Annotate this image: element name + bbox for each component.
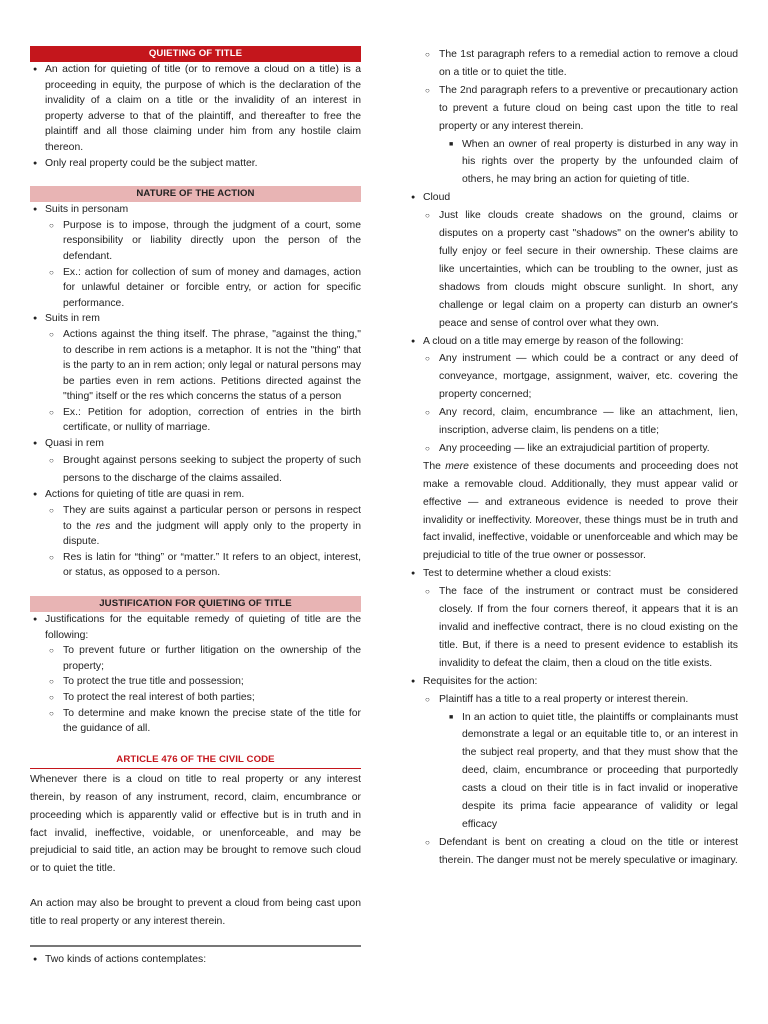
list-item: ● Quasi in rem ○ Brought against persons seeking to subject the property of such persons to the discharge of the claims assailed.: [30, 436, 361, 487]
sub-list: [409, 691, 738, 870]
section-header-nature-of-action: NATURE OF THE ACTION: [30, 186, 361, 202]
list-item: ○ Plaintiff has a title to a real property or interest therein. ■ In an action to quiet title, the plaintiffs or complainants must demonstrate a legal or an equitable title to, or an interest in the subject real property, and that they must show that the deed, claim, encumbrance or proceeding that purportedly casts a cloud on their title is in fact invalid or inoperative despite its prima facie appearance of validity or legal efficacy: [409, 691, 738, 834]
list-item: ○ The face of the instrument or contract must be considered closely. If from the four corners thereof, it appears that it is an invalid and ineffective contract, there is no cloud existing on the title. But, if there is a need to present evidence to establish its invalidity to defeat the claim, then a cloud on the title exists.: [409, 583, 738, 673]
list-item: ● Actions for quieting of title are quasi in rem. ○ They are suits against a particular person or persons in respect to the res and the judgment will apply only to the property in dispute. ○ Res is latin for “thing” or “matter.” It refers to an object, interest, or status, as opposed to a person.: [30, 487, 361, 581]
sub-sub-list: [409, 136, 738, 190]
paragraph: The mere existence of these documents and proceeding does not make a removable cloud. Additionally, they must appear valid or effective — and extraneous evidence is needed to prove their invalidity or ineffectivity. Moreover, these things must be in truth and fact invalid, ineffective, voidable or unenforceable and which may be prejudicial to title of the true owner or possessor.: [423, 460, 738, 562]
article-paragraph: Whenever there is a cloud on title to real property or any interest therein, by reason of any instrument, record, claim, encumbrance or proceeding which is apparently valid or effective but is in truth and in fact invalid, ineffective, voidable, or unenforceable, and may be prejudicial to said title, an action may be brought to remove such cloud or to quiet the title.: [30, 773, 361, 875]
list-item: ● Only real property could be the subject matter.: [30, 156, 361, 172]
list-item: ○ Brought against persons seeking to subject the property of such persons to the discharge of the claims assailed.: [30, 452, 361, 488]
section-header-justification: JUSTIFICATION FOR QUIETING OF TITLE: [30, 596, 361, 612]
list-item: ● Two kinds of actions contemplates:: [30, 951, 361, 969]
list-item: ■ In an action to quiet title, the plaintiffs or complainants must demonstrate a legal or an equitable title to, or an interest in the subject real property, and that they must show that the deed, claim, encumbrance or proceeding that purportedly casts a cloud on their title is in fact invalid or inoperative despite its prima facie appearance of validity or legal efficacy: [409, 709, 738, 834]
sub-list: [409, 46, 738, 189]
bullet-list: [30, 62, 361, 171]
sub-list: [30, 327, 361, 436]
bullet-list: [30, 951, 361, 969]
list-item: ● An action for quieting of title (or to remove a cloud on a title) is a proceeding in equity, the purpose of which is the declaration of the invalidity of a claim on a title or the invalidity of an interest in property adverse to that of the plaintiff, and thereafter to free the plaintiff and all those claiming under him from any hostile claim thereon.: [30, 62, 361, 156]
sub-list: [30, 452, 361, 488]
list-item: ○ To determine and make known the precise state of the title for the guidance of all.: [30, 706, 361, 737]
section-header-quieting-of-title: QUIETING OF TITLE: [30, 46, 361, 62]
sub-sub-list: [409, 709, 738, 834]
sub-list: [30, 643, 361, 737]
list-item: ○ They are suits against a particular person or persons in respect to the res and the judgment will apply only to the property in dispute.: [30, 503, 361, 550]
bullet-list: [30, 612, 361, 737]
left-column: [30, 46, 361, 969]
list-item: ● Suits in personam ○ Purpose is to impose, through the judgment of a court, some responsibility or liability directly upon the person of the defendant. ○ Ex.: action for collection of sum of money and damages, action for unlawful detainer or forcible entry, or action for specific performance.: [30, 202, 361, 311]
list-item: ○ Res is latin for “thing” or “matter.” It refers to an object, interest, or status, as opposed to a person.: [30, 550, 361, 581]
sub-list: [30, 218, 361, 312]
list-item: ■ When an owner of real property is disturbed in any way in his rights over the property by the unfounded claim of others, he may bring an action for quieting of title.: [409, 136, 738, 190]
sub-list: [409, 350, 738, 457]
list-item: ○ Purpose is to impose, through the judgment of a court, some responsibility or liability directly upon the person of the defendant.: [30, 218, 361, 265]
list-item: ○ To prevent future or further litigation on the ownership of the property;: [30, 643, 361, 674]
list-item: ● A cloud on a title may emerge by reason of the following: ○ Any instrument — which could be a contract or any deed of conveyance, mortgage, assignment, waiver, etc. covering the property concerned; ○ Any record, claim, encumbrance — like an attachment, lien, inscription, adverse claim, lis pendens on a title; ○ Any proceeding — like an extrajudicial partition of property.: [409, 333, 738, 458]
sub-list: [30, 503, 361, 581]
list-item: ○ Ex.: action for collection of sum of money and damages, action for unlawful detainer or forcible entry, or action for specific performance.: [30, 265, 361, 312]
list-item: ○ Actions against the thing itself. The phrase, "against the thing," to describe in rem actions is a metaphor. It is not the "thing" that is the party to an in rem action; only legal or natural persons may be parties even in rem actions. Petitions directed against the "thing" itself or the res which concerns the status of a person: [30, 327, 361, 405]
right-column: [409, 46, 738, 870]
article-paragraph: An action may also be brought to prevent a cloud from being cast upon title to real property or any interest therein.: [30, 898, 361, 928]
list-item: ○ Any instrument — which could be a contract or any deed of conveyance, mortgage, assignment, waiver, etc. covering the property concerned;: [409, 350, 738, 404]
divider: [30, 945, 361, 947]
section-header-article-476: ARTICLE 476 OF THE CIVIL CODE: [30, 751, 361, 769]
list-item: ○ Defendant is bent on creating a cloud on the title or interest therein. The danger must not be merely speculative or imaginary.: [409, 834, 738, 870]
list-item: ● Cloud ○ Just like clouds create shadows on the ground, claims or disputes on a property cast "shadows" on the owner's ability to fully enjoy or feel secure in their ownership. These claims are like uncertainties, which can be troubling to the owner, just as shadows from clouds might obscure sunlight. In short, any challenge or legal claim on a property can disturb an owner's peace and sense of control over what they own.: [409, 189, 738, 332]
list-item: ○ The 2nd paragraph refers to a preventive or precautionary action to prevent a future cloud on being cast upon the title to real property or any interest therein. ■ When an owner of real property is disturbed in any way in his rights over the property by the unfounded claim of others, he may bring an action for quieting of title.: [409, 82, 738, 189]
list-item: ○ Any proceeding — like an extrajudicial partition of property.: [409, 440, 738, 458]
list-item: ○ Any record, claim, encumbrance — like an attachment, lien, inscription, adverse claim, lis pendens on a title;: [409, 404, 738, 440]
bullet-list: [409, 189, 738, 458]
sub-list: [409, 207, 738, 332]
list-item: ● Suits in rem ○ Actions against the thing itself. The phrase, "against the thing," to describe in rem actions is a metaphor. It is not the "thing" that is the party to an in rem action; only legal or natural persons may be parties even in rem actions. Petitions directed against the "thing" itself or the res which concerns the status of a person ○ Ex.: Petition for adoption, correction of entries in the birth certificate, or nullity of marriage.: [30, 311, 361, 436]
list-item: ○ To protect the true title and possession;: [30, 674, 361, 690]
list-item: ○ Just like clouds create shadows on the ground, claims or disputes on a property cast "shadows" on the owner's ability to fully enjoy or feel secure in their ownership. These claims are like uncertainties, which can be troubling to the owner, just as shadows from clouds might obscure sunlight. In short, any challenge or legal claim on a property can disturb an owner's peace and sense of control over what they own.: [409, 207, 738, 332]
bullet-list: [30, 202, 361, 581]
list-item: ● Test to determine whether a cloud exists: ○ The face of the instrument or contract must be considered closely. If from the four corners thereof, it appears that it is an invalid and ineffective contract, there is no cloud existing on the title. But, if there is a need to present evidence to establish its invalidity to defeat the claim, then a cloud on the title exists.: [409, 565, 738, 672]
list-item: ○ The 1st paragraph refers to a remedial action to remove a cloud on a title or to quiet the title.: [409, 46, 738, 82]
list-item: ● Requisites for the action: ○ Plaintiff has a title to a real property or interest therein. ■ In an action to quiet title, the plaintiffs or complainants must demonstrate a legal or an equitable title to, or an interest in the subject real property, and that they must show that the deed, claim, encumbrance or proceeding that purportedly casts a cloud on their title is in fact invalid or inoperative despite its prima facie appearance of validity or legal efficacy ○ Defendant is bent on creating a cloud on the title or interest therein. The danger must not be merely speculative or imaginary.: [409, 673, 738, 870]
bullet-list: [409, 565, 738, 869]
list-item: ○ Ex.: Petition for adoption, correction of entries in the birth certificate, or nullity of marriage.: [30, 405, 361, 436]
list-item: ● Justifications for the equitable remedy of quieting of title are the following: ○ To prevent future or further litigation on the ownership of the property; ○ To protect the true title and possession; ○ To protect the real interest of both parties; ○ To determine and make known the precise state of the title for the guidance of all.: [30, 612, 361, 737]
sub-list: [409, 583, 738, 673]
list-item: ○ To protect the real interest of both parties;: [30, 690, 361, 706]
